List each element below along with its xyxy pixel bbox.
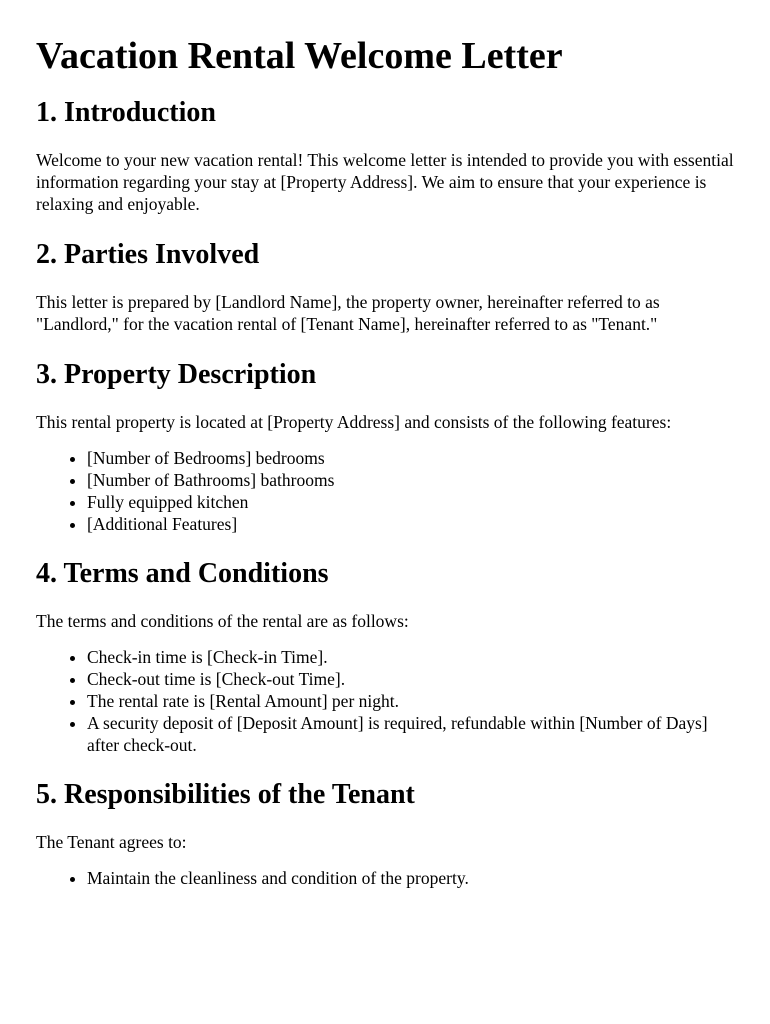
section-property-description: [36, 358, 734, 535]
section-paragraph: This letter is prepared by [Landlord Name], the property owner, hereinafter referred to as "Landlord," for the vacation rental of [Tenant Name], hereinafter referred to as "Tenant.": [36, 292, 660, 334]
section-introduction: [36, 96, 734, 215]
section-paragraph: The terms and conditions of the rental are as follows:: [36, 611, 409, 631]
list-item: • Fully equipped kitchen: [87, 491, 734, 513]
list-item: • Check-in time is [Check-in Time].: [87, 646, 734, 668]
section-heading: 1. Introduction: [36, 97, 216, 128]
section-heading: 3. Property Description: [36, 359, 317, 390]
bullet-list: [36, 447, 734, 535]
section-heading: 2. Parties Involved: [36, 239, 260, 270]
list-item: • A security deposit of [Deposit Amount] is required, refundable within [Number of Days] after check-out.: [87, 712, 734, 756]
list-item: • [Number of Bedrooms] bedrooms: [87, 447, 734, 469]
list-item: • [Additional Features]: [87, 513, 734, 535]
bullet-list: [36, 867, 734, 889]
section-paragraph: The Tenant agrees to:: [36, 832, 187, 852]
section-terms-and-conditions: [36, 557, 734, 756]
list-item: • Check-out time is [Check-out Time].: [87, 668, 734, 690]
section-paragraph: This rental property is located at [Property Address] and consists of the following features:: [36, 412, 672, 432]
list-item: • [Number of Bathrooms] bathrooms: [87, 469, 734, 491]
section-parties-involved: [36, 238, 734, 335]
section-heading: 5. Responsibilities of the Tenant: [36, 779, 415, 810]
list-item: • Maintain the cleanliness and condition of the property.: [87, 867, 734, 889]
section-responsibilities-of-tenant: [36, 778, 734, 889]
section-heading: 4. Terms and Conditions: [36, 558, 329, 589]
section-paragraph: Welcome to your new vacation rental! This welcome letter is intended to provide you with essential information regarding your stay at [Property Address]. We aim to ensure that your experience is relaxing and enjoyable.: [36, 150, 734, 214]
list-item: • The rental rate is [Rental Amount] per night.: [87, 690, 734, 712]
document-title: Vacation Rental Welcome Letter: [36, 35, 563, 77]
bullet-list: [36, 646, 734, 756]
